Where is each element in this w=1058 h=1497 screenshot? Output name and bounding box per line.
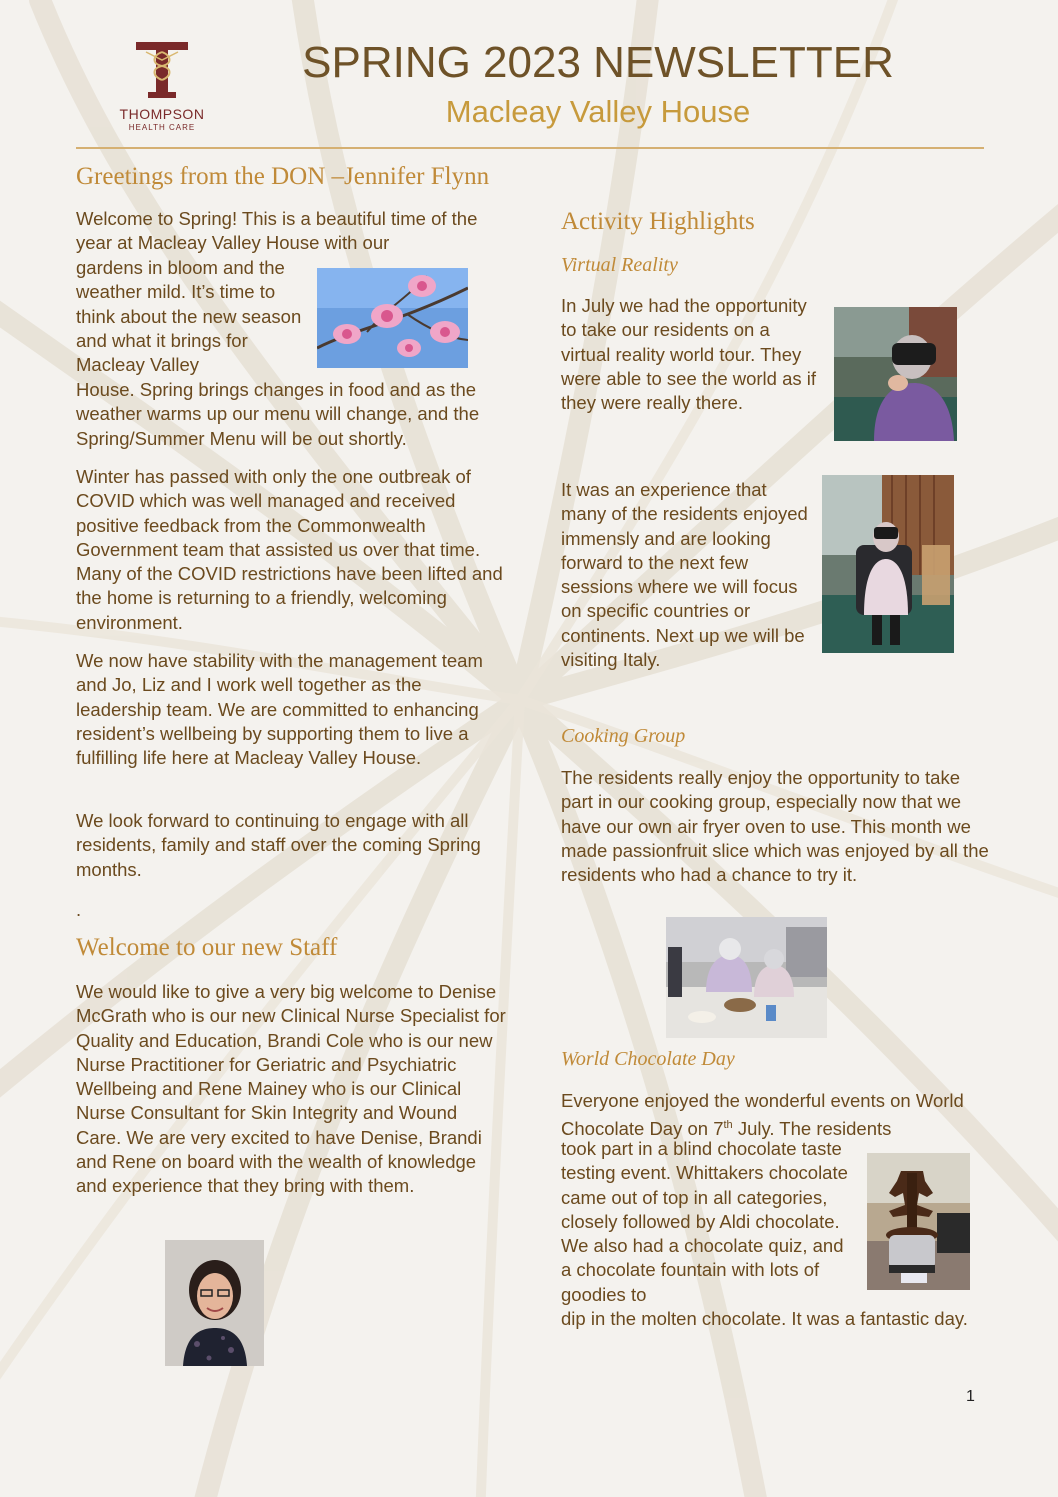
newsletter-subtitle: Macleay Valley House	[445, 94, 751, 129]
greetings-paragraph-1-bottom: House. Spring brings changes in food and as the weather warms up our menu will change, and the Spring/Summer Menu will be out shortly.	[76, 379, 480, 449]
vr-heading: Virtual Reality	[561, 254, 678, 276]
chocolate-paragraph-1-bottom: dip in the molten chocolate. It was a fantastic day.	[561, 1308, 968, 1329]
cooking-group-photo	[666, 917, 827, 1038]
vr-headset-photo	[834, 307, 957, 441]
magnolia-blossom-photo	[317, 268, 468, 368]
greetings-paragraph-1-top: Welcome to Spring! This is a beautiful time of the year at Macleay Valley House with our	[76, 208, 478, 254]
logo-t-emblem-icon	[134, 38, 190, 100]
greetings-paragraph-4: We look forward to continuing to engage with all residents, family and staff over the coming Spring months.	[76, 810, 481, 880]
newsletter-title: SPRING 2023 NEWSLETTER	[302, 38, 894, 87]
header-divider	[76, 147, 984, 149]
logo-subtitle: HEALTH CARE	[128, 123, 196, 132]
vr-paragraph-1: In July we had the opportunity to take our residents on a virtual reality world tour. They were able to see the world as if they were really there.	[561, 295, 817, 414]
staff-portrait-photo	[165, 1240, 264, 1366]
chocolate-text-a: Everyone enjoyed the wonderful events on World Chocolate Day on 7	[561, 1090, 964, 1140]
stray-dot: .	[76, 899, 82, 920]
thompson-logo	[112, 38, 212, 138]
vr-paragraph-2: It was an experience that many of the residents enjoyed immensly and are looking forward to the next few sessions where we will focus on specific countries or continents. Next up we will be visiting Italy.	[561, 479, 808, 671]
staff-heading: Welcome to our new Staff	[76, 934, 338, 961]
logo-name: THOMPSON	[119, 106, 205, 122]
page-number: 1	[966, 1388, 975, 1405]
chocolate-paragraph-1-wrap: took part in a blind chocolate taste testing event. Whittakers chocolate came out of top in all categories, closely followed by Aldi chocolate. We also had a chocolate quiz, and a chocolate fountain with lots of goodies to	[561, 1138, 848, 1305]
activity-heading: Activity Highlights	[561, 208, 755, 235]
chocolate-text-b: July. The residents	[732, 1118, 892, 1140]
chocolate-paragraph-1-top	[561, 1089, 989, 1142]
greetings-paragraph-1-wrap: gardens in bloom and the weather mild. It’s time to think about the new season and what it brings for Macleay Valley	[76, 257, 302, 376]
greetings-heading: Greetings from the DON –Jennifer Flynn	[76, 163, 490, 190]
greetings-paragraph-3: We now have stability with the management team and Jo, Liz and I work well together as the leadership team. We are committed to enhancing resident’s wellbeing by supporting them to live a fulfilling life here at Macleay Valley House.	[76, 650, 483, 769]
vr-resident-seated-photo	[822, 475, 954, 653]
chocolate-superscript: th	[723, 1119, 733, 1132]
chocolate-fountain-photo	[867, 1153, 970, 1290]
cooking-paragraph: The residents really enjoy the opportunity to take part in our cooking group, especially now that we have our own air fryer oven to use. This month we made passionfruit slice which was enjoyed by all the residents who had a chance to try it.	[561, 767, 989, 886]
greetings-paragraph-2: Winter has passed with only the one outbreak of COVID which was well managed and received positive feedback from the Commonwealth Government team that assisted us over that time. Many of the COVID restrictions have been lifted and the home is returning to a friendly, welcoming environment.	[76, 466, 503, 633]
chocolate-heading: World Chocolate Day	[561, 1048, 735, 1070]
staff-paragraph: We would like to give a very big welcome to Denise McGrath who is our new Clinical Nurse Specialist for Quality and Education, Brandi Cole who is our new Nurse Practitioner for Geriatric and Psychiatric Wellbeing and Rene Mainey who is our Clinical Nurse Consultant for Skin Integrity and Wound Care. We are very excited to have Denise, Brandi and Rene on board with the wealth of knowledge and experience that they bring with them.	[76, 981, 506, 1197]
cooking-heading: Cooking Group	[561, 725, 686, 747]
